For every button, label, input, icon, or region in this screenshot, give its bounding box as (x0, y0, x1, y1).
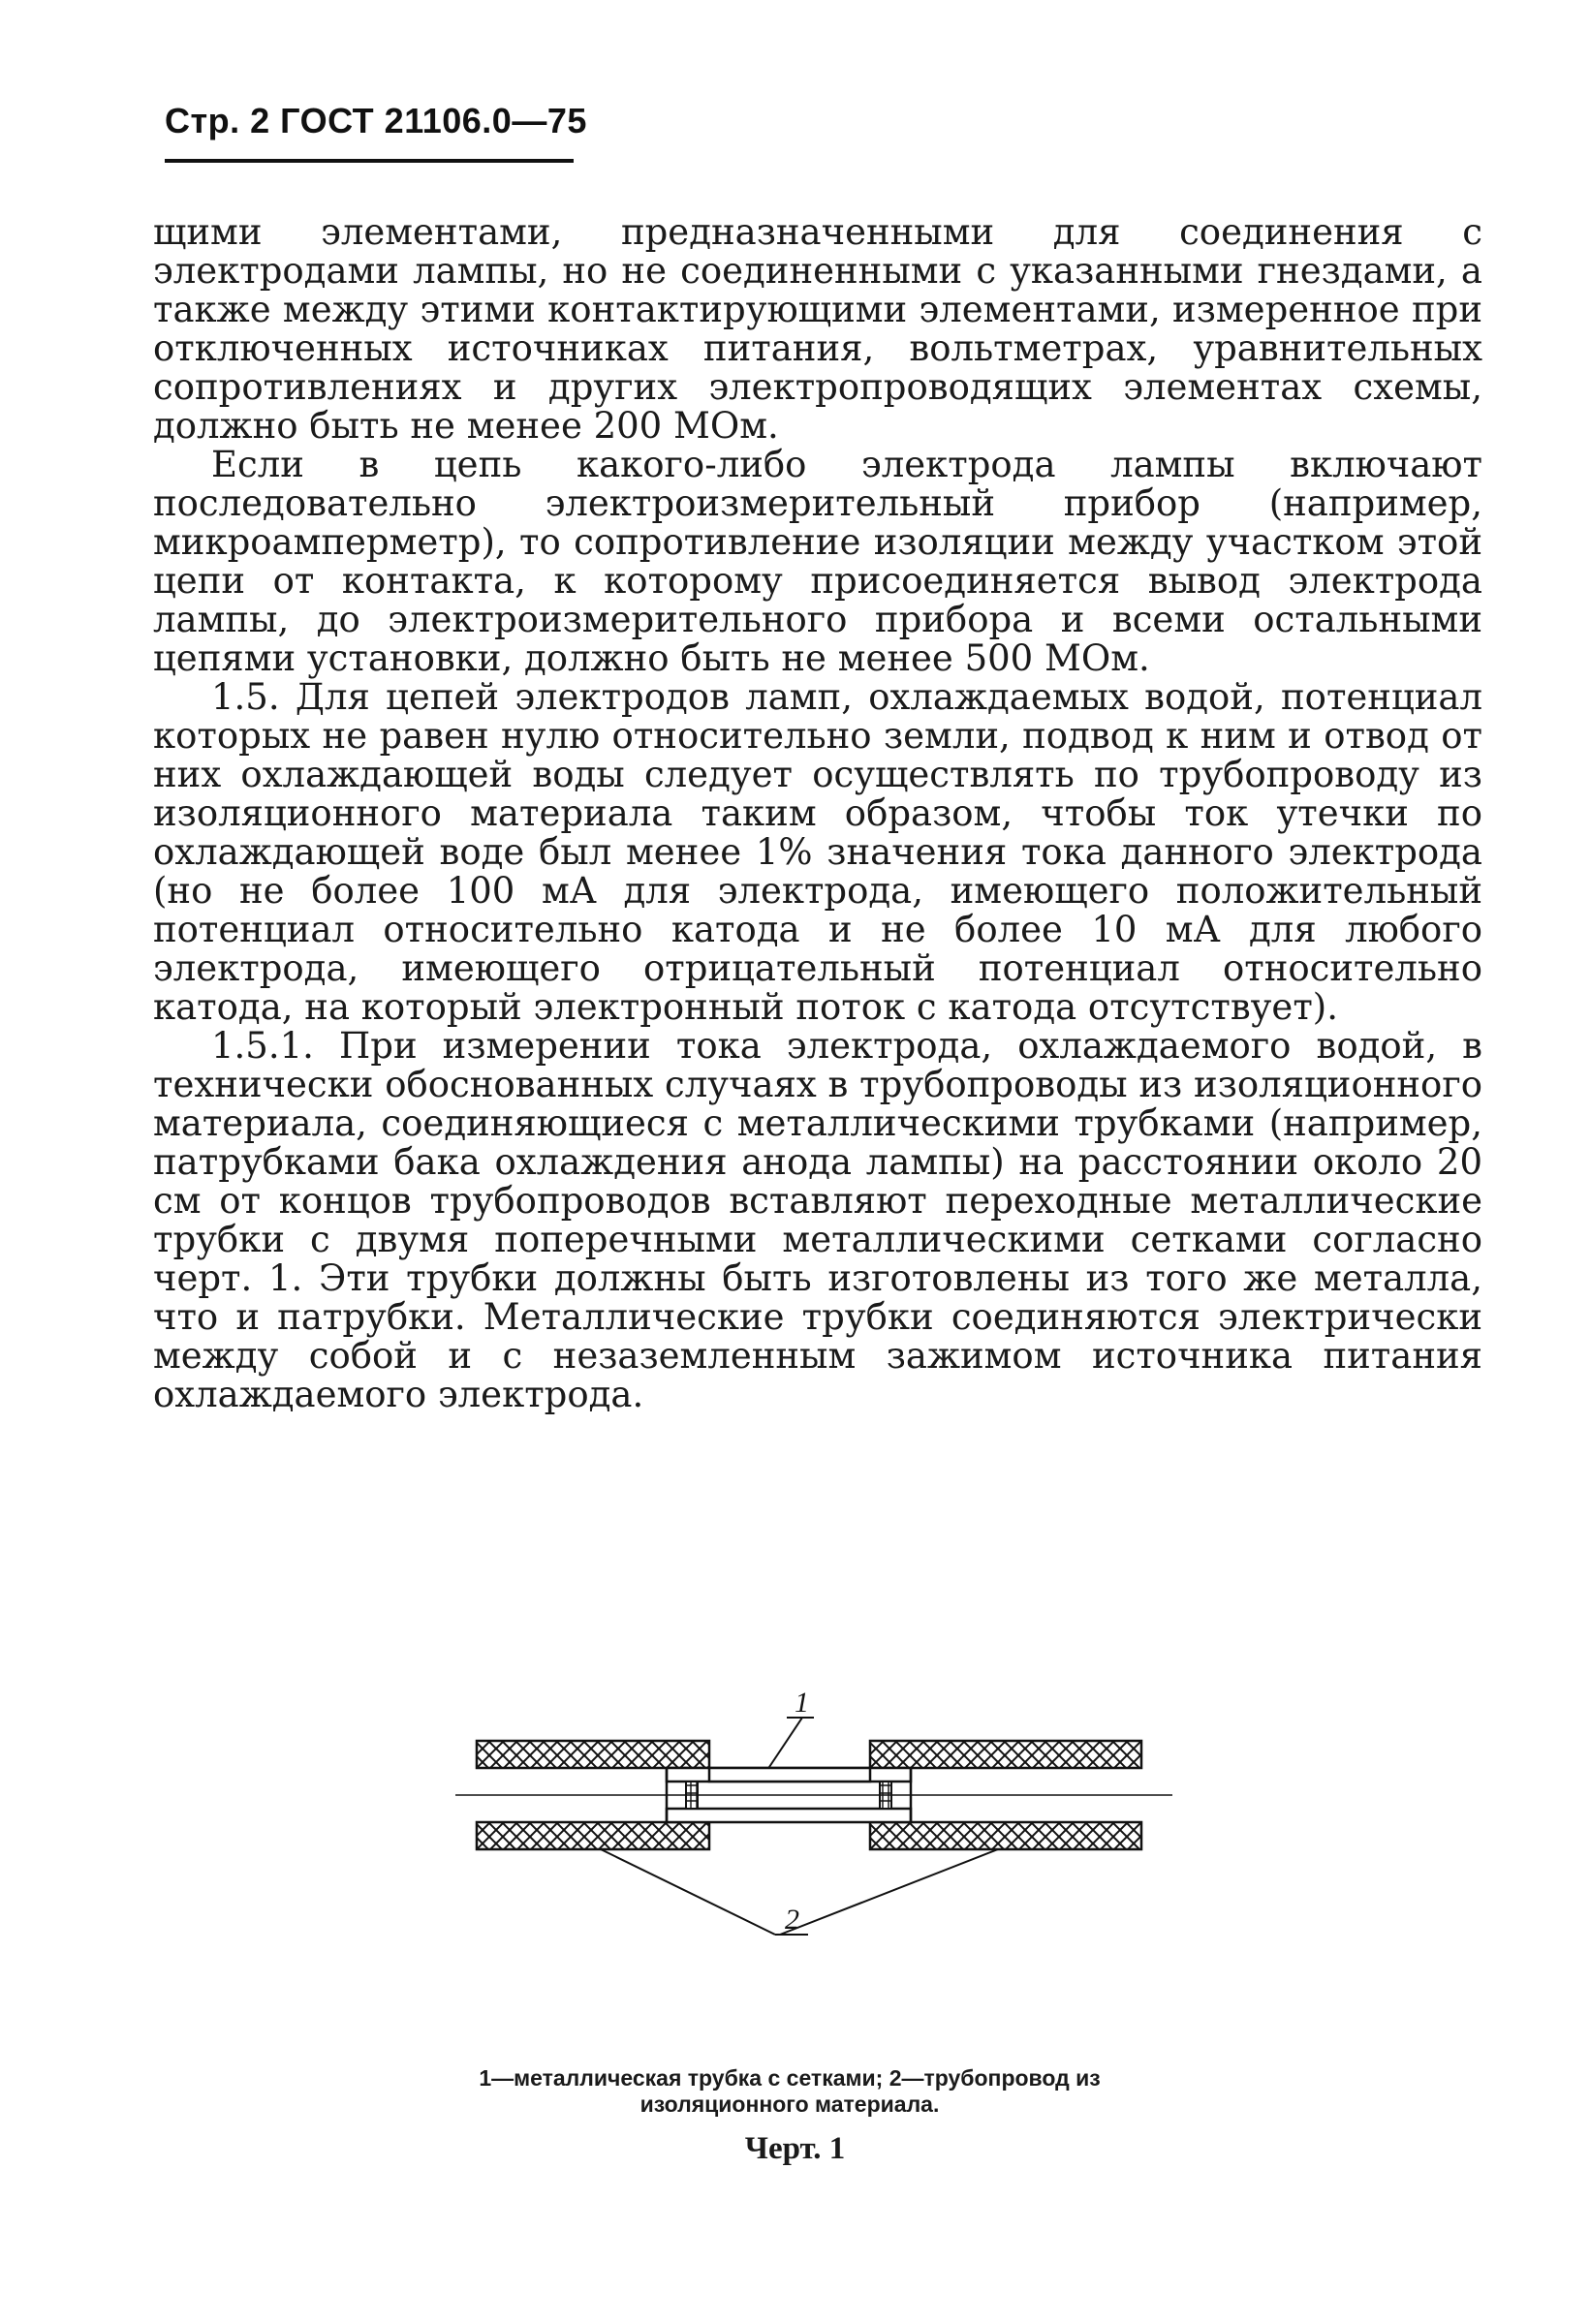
pipe-drawing (455, 1681, 1172, 2039)
label-2-leader-right (780, 1849, 998, 1935)
label-2: 2 (785, 1904, 799, 1936)
paragraph-1-5-1: 1.5.1. При измерении тока электрода, охлаждаемого водой, в технически обоснованных случаях в трубопроводы из изоляционного материала, соединяющиеся с металлическими трубками (например, патрубками бака охлаждения анода лампы) на расстоянии около 20 см от концов трубопроводов вставляют переходные металлические трубки с двумя поперечными металлическими сетками согласно черт. 1. Эти трубки должны быть изготовлены из того же металла, что и патрубки. Металлические трубки соединяются электрически между собой и с незаземленным зажимом источника питания охлаждаемого электрода. (153, 1025, 1482, 1415)
figure-caption: 1—металлическая трубка с сетками; 2—трубопровод из изоляционного материала. (479, 2065, 1101, 2117)
label-2-leader-left (601, 1849, 775, 1935)
left-pipe-bottom-wall (477, 1822, 709, 1849)
metal-tube-top-exposed (709, 1768, 870, 1782)
paragraph-1-5: 1.5. Для цепей электродов ламп, охлаждаемых водой, потенциал которых не равен нулю относительно земли, подвод к ним и отвод от них охлаждающей воды следует осуществлять по трубопроводу из изоляционного материала таким образом, чтобы ток утечки по охлаждающей воде был менее 1% значения тока данного электрода (но не более 100 мА для электрода, имеющего положительный потенциал относительно катода и не более 10 мА для любого электрода, имеющего отрицательный потенциал относительно катода, на который электронный поток с катода отсутствует). (153, 676, 1482, 1028)
figure-title: Черт. 1 (744, 2131, 846, 2166)
header-rule (165, 159, 574, 163)
right-pipe-top-wall (870, 1741, 1141, 1768)
left-pipe-top-wall (477, 1741, 709, 1768)
paragraph-continuation: щими элементами, предназначенными для соединения с электродами лампы, но не соединенными с указанными гнездами, а также между этими контактирующими элементами, измеренное при отключенных источниках питания, вольтметрах, уравнительных сопротивлениях и других электропроводящих элементах схемы, должно быть не менее 200 МОм. (153, 211, 1482, 447)
metal-tube-bottom-wall (667, 1809, 911, 1822)
paragraph-measuring-device: Если в цепь какого-либо электрода лампы включают последовательно электроизмерительный прибор (например, микроамперметр), то сопротивление изоляции между участком этой цепи от контакта, к которому присоединяется вывод электрода лампы, до электроизмерительного прибора и всеми остальными цепями установки, должно быть не менее 500 МОм. (153, 444, 1482, 679)
label-1: 1 (795, 1687, 809, 1719)
figure-1 (455, 1681, 1172, 2039)
body-text (153, 213, 1482, 1414)
page-header: Стр. 2 ГОСТ 21106.0—75 (165, 101, 587, 140)
right-pipe-bottom-wall (870, 1822, 1141, 1849)
